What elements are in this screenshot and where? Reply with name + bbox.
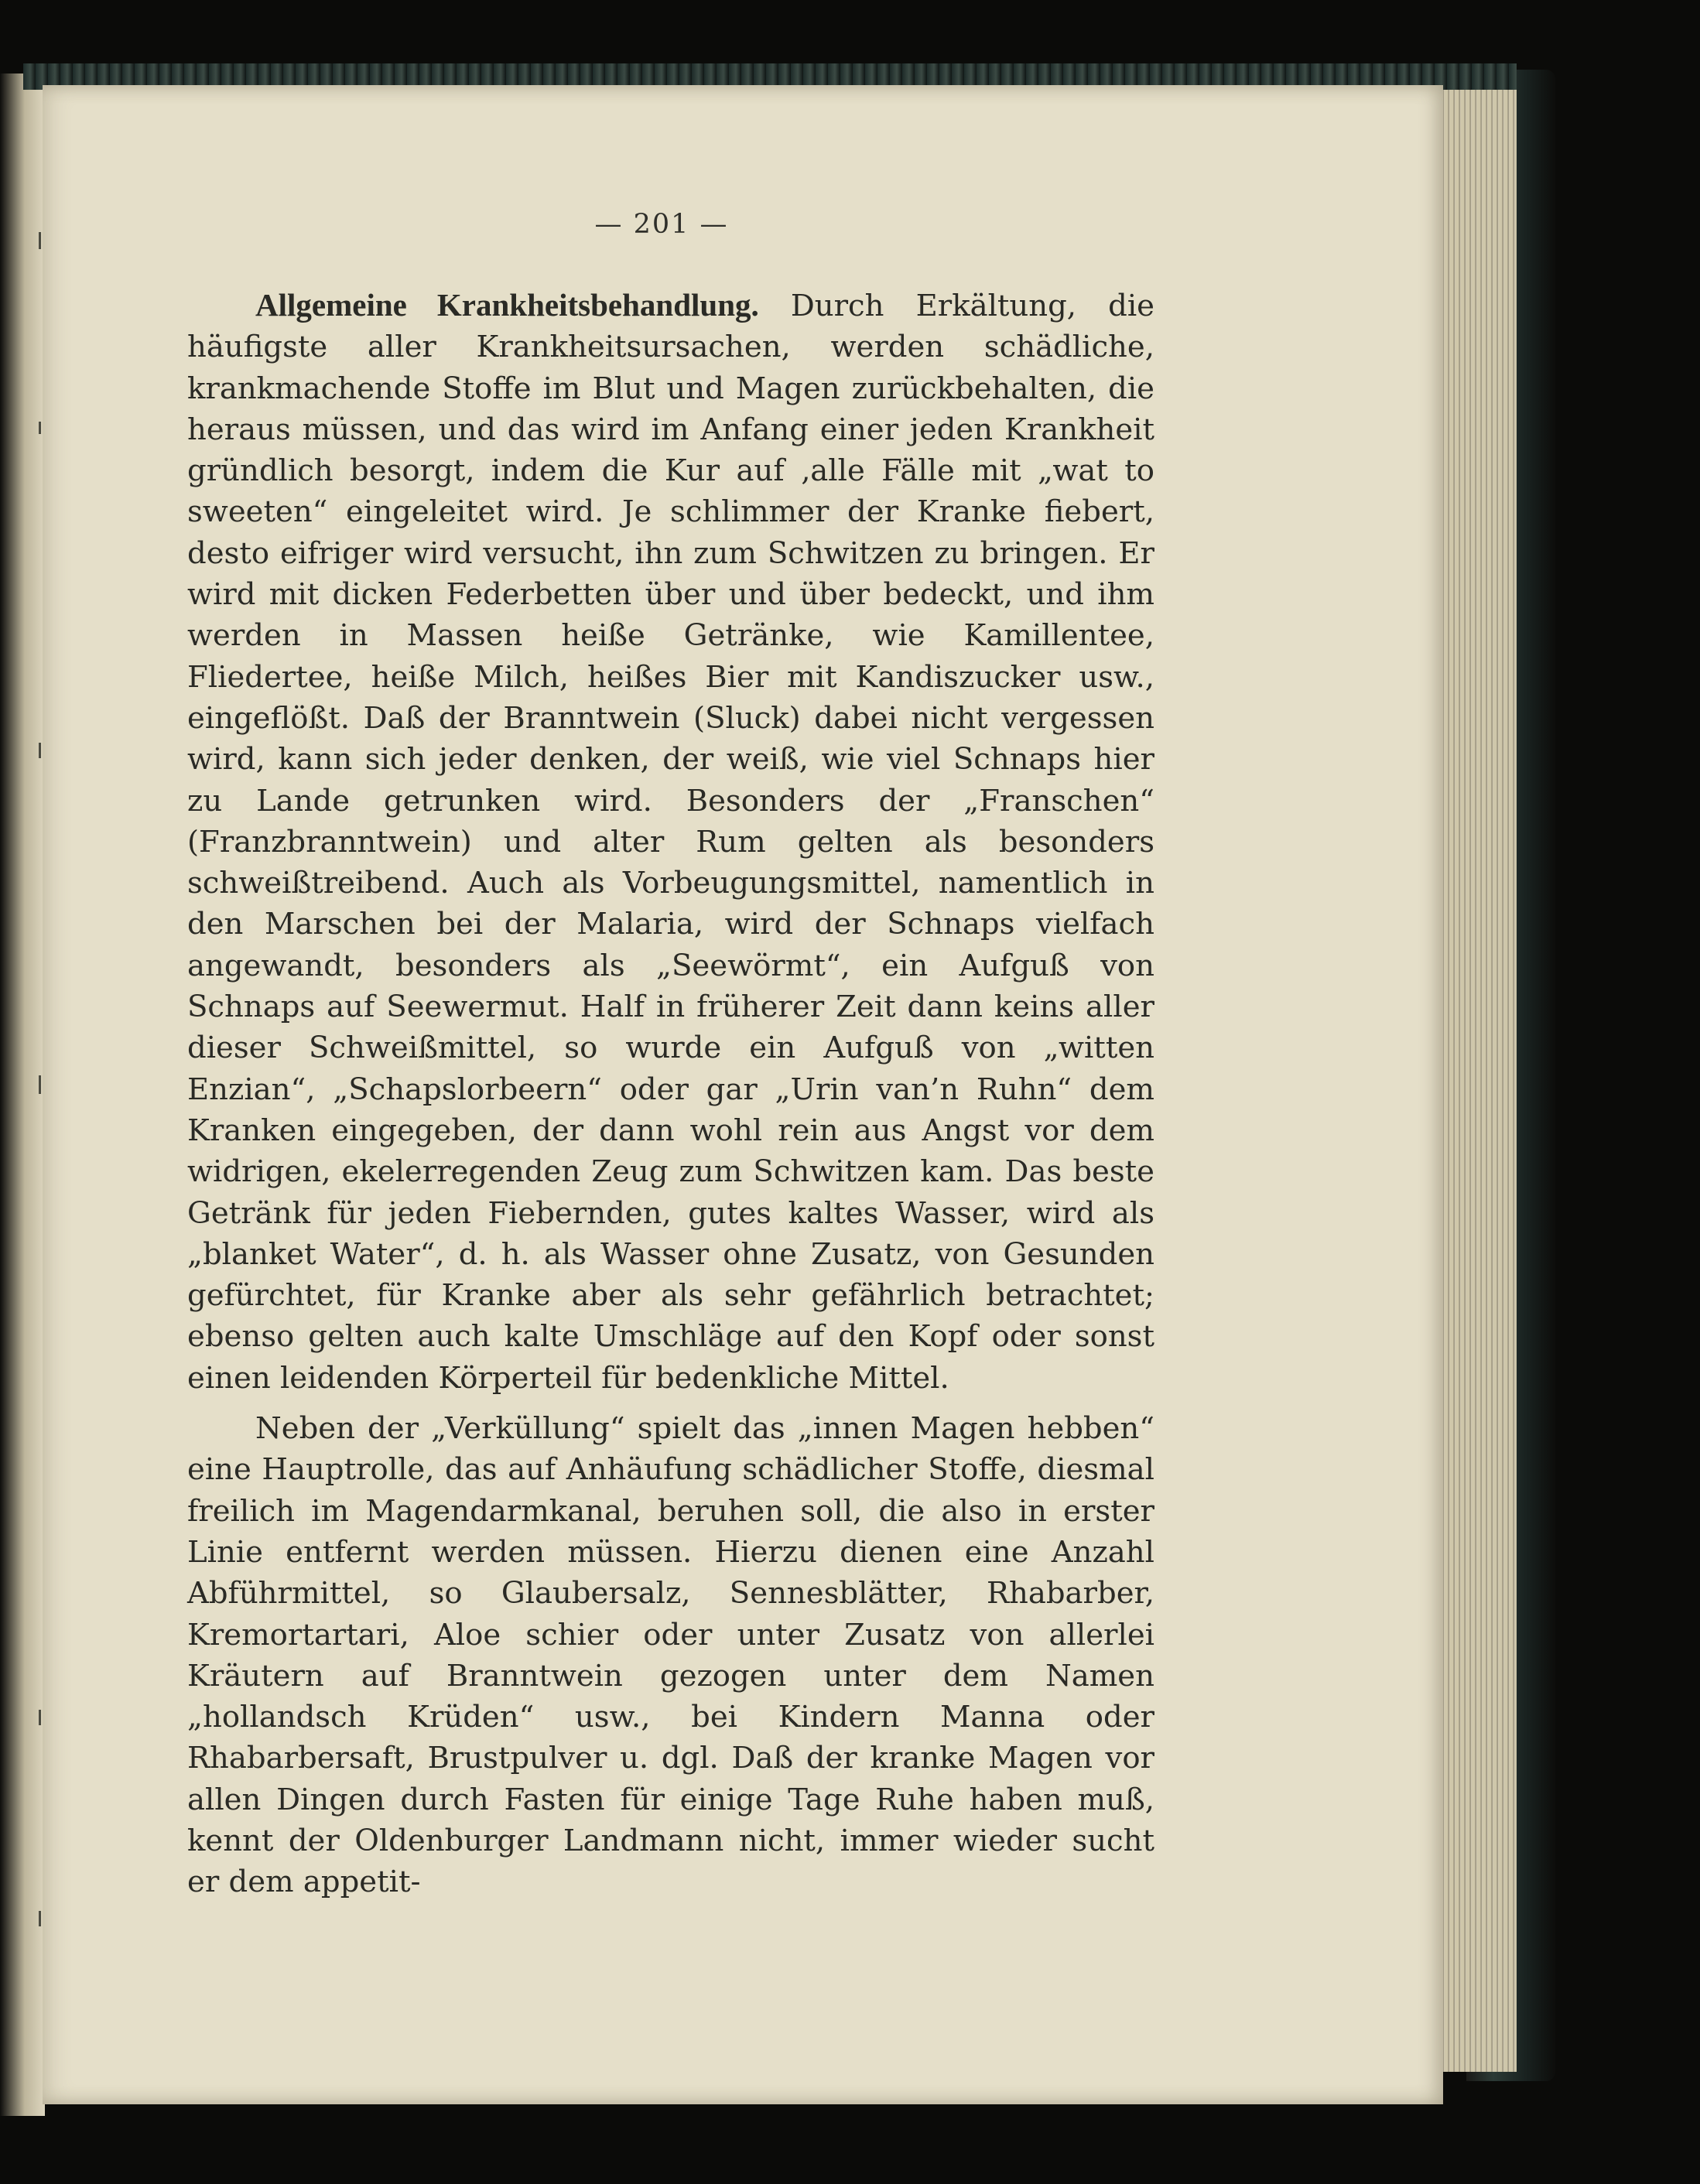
section-heading: Allgemeine Krankheitsbehandlung. xyxy=(255,287,759,323)
margin-mark xyxy=(39,422,41,434)
margin-mark xyxy=(39,1710,41,1725)
page-number: — 201 — xyxy=(594,209,729,240)
paragraph xyxy=(187,1408,1154,1903)
left-page-edge xyxy=(0,73,45,2116)
paragraph-body: Durch Erkältung, die häufigste aller Krankheitsursachen, werden schädliche, krankmachende Stoffe im Blut und Magen zurückbehalten, die heraus müssen, und das wird im Anfang einer jeden Krankheit gründlich besorgt, indem die Kur auf ‚alle Fälle mit „wat to sweeten“ eingeleitet wird. Je schlimmer der Kranke fiebert, desto eifriger wird versucht, ihn zum Schwitzen zu bringen. Er wird mit dicken Federbetten über und über bedeckt, und ihm werden in Massen heiße Getränke, wie Kamillentee, Fliedertee, heiße Milch, heißes Bier mit Kandiszucker usw., eingeflößt. Daß der Branntwein (Sluck) dabei nicht vergessen wird, kann sich jeder denken, der weiß, wie viel Schnaps hier zu Lande getrunken wird. Besonders der „Franschen“ (Franzbranntwein) und alter Rum gelten als besonders schweißtreibend. Auch als Vorbeugungsmittel, namentlich in den Marschen bei der Malaria, wird der Schnaps vielfach angewandt, besonders als „Seewörmt“, ein Aufguß von Schnaps auf Seewermut. Half in früherer Zeit dann keins aller dieser Schweißmittel, so wurde ein Aufguß von „witten Enzian“, „Schapslorbeern“ oder gar „Urin van’n Ruhn“ dem Kranken eingegeben, der dann wohl rein aus Angst vor dem widrigen, ekelerregenden Zeug zum Schwitzen kam. Das beste Getränk für jeden Fiebernden, gutes kaltes Wasser, wird als „blanket Water“, d. h. als Wasser ohne Zusatz, von Gesunden gefürchtet, für Kranke aber als sehr gefährlich betrachtet; ebenso gelten auch kalte Umschläge auf den Kopf oder sonst einen leidenden Körperteil für bedenkliche Mittel. xyxy=(187,289,1155,1396)
margin-mark xyxy=(39,743,41,758)
paragraph-body: Neben der „Verküllung“ spielt das „innen Magen hebben“ eine Hauptrolle, das auf Anhäufung schädlicher Stoffe, diesmal freilich im Magendarmkanal, beruhen soll, die also in erster Linie entfernt werden müssen. Hierzu dienen eine Anzahl Abführmittel, so Glaubersalz, Sennesblätter, Rhabarber, Kremortartari, Aloe schier oder unter Zusatz von allerlei Kräutern auf Branntwein gezogen unter dem Namen „hollandsch Krüden“ usw., bei Kindern Manna oder Rhabarbersaft, Brustpulver u. dgl. Daß der kranke Magen vor allen Dingen durch Fasten für einige Tage Ruhe haben muß, kennt der Oldenburger Landmann nicht, immer wieder sucht er dem appetit- xyxy=(187,1411,1154,1900)
margin-mark xyxy=(39,1075,41,1094)
margin-mark xyxy=(39,1911,41,1926)
page-text xyxy=(187,285,1154,1903)
paragraph xyxy=(187,285,1154,1399)
stacked-page-edges xyxy=(1439,84,1517,2072)
margin-mark xyxy=(39,232,41,249)
